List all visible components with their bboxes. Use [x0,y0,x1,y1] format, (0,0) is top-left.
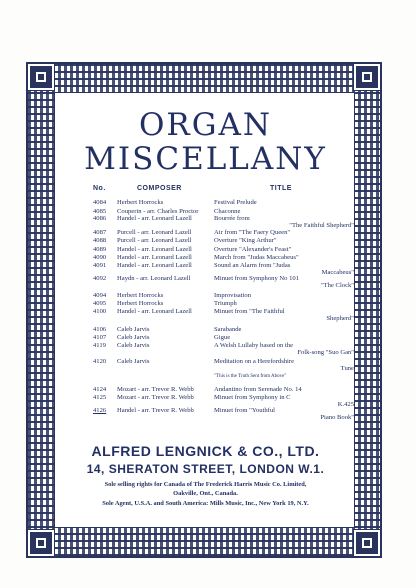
piece-title-continued: Folk-song "Suo Gan" [297,349,354,356]
piece-title: Festival Prelude [214,199,257,206]
composer-name: Caleb Jarvis [117,358,150,365]
catalogue-number: 4089 [93,246,107,253]
catalogue-number: 4119 [93,342,106,349]
piece-title: Overture "Alexander's Feast" [214,246,292,253]
catalogue-number: 4107 [93,334,107,341]
piece-title: Overture "King Arthur" [214,237,277,244]
piece-title-continued: K.425 [337,401,354,408]
publisher-name: ALFRED LENGNICK & CO., LTD. [91,443,320,459]
rights-line-2: Oakville, Ont., Canada. [173,490,238,497]
composer-name: Purcell - arr. Leonard Lazell [117,229,192,236]
catalogue-number: 4100 [93,308,107,315]
catalogue-number: 4126 [93,407,107,414]
publisher-address: 14, SHERATON STREET, LONDON W.1. [86,462,325,476]
composer-name: Caleb Jarvis [117,342,150,349]
catalogue-number: 4106 [93,326,107,333]
catalogue-number: 4091 [93,262,107,269]
piece-title-continued: "The Faithful Shepherd" [289,222,354,229]
composer-name: Herbert Horrocks [117,199,164,206]
catalogue-number: 4120 [93,358,107,365]
composer-name: Herbert Horrocks [117,292,164,299]
corner-ornament [28,64,54,90]
piece-title: Sound an Alarm from "Judas [214,262,291,269]
rights-line-3: Sole Agent, U.S.A. and South America: Mills Music, Inc., New York 19, N.Y. [102,500,309,507]
catalogue-number: 4095 [93,300,107,307]
piece-title: Meditation on a Herefordshire [214,358,295,365]
piece-title: Air from "The Faery Queen" [214,229,291,236]
composer-name: Purcell - arr. Leonard Lazell [117,237,192,244]
corner-ornament [354,530,380,556]
piece-title: Chaconne [214,208,241,215]
piece-subtitle-note: "This is the Truth Sent from Above" [214,374,287,379]
content-panel [54,92,355,528]
catalogue-number: 4087 [93,229,107,236]
composer-name: Handel - arr. Leonard Lazell [117,254,192,261]
catalogue-number: 4092 [93,275,107,282]
corner-ornament [28,530,54,556]
piece-title-continued: "The Clock" [320,282,354,289]
piece-title-continued: Tune [340,365,354,372]
catalogue-number: 4124 [93,386,107,393]
catalogue-number: 4086 [93,215,107,222]
composer-name: Mozart - arr. Trevor R. Webb [117,394,194,401]
piece-title-continued: Maccabeus" [321,269,354,276]
catalogue-number: 4125 [93,394,107,401]
piece-title: Bourrée from [214,215,250,222]
piece-title: Andantino from Serenade No. 14 [214,386,302,393]
composer-name: Handel - arr. Leonard Lazell [117,308,192,315]
piece-title: Triumph [214,300,237,307]
piece-title: Minuet from "Youthful [214,407,276,414]
piece-title: Improvisation [214,292,251,299]
composer-name: Handel - arr. Leonard Lazell [117,215,192,222]
piece-title: March from "Judas Maccabeus" [214,254,299,261]
composer-name: Mozart - arr. Trevor R. Webb [117,386,194,393]
column-header-composer: COMPOSER [137,185,182,192]
composer-name: Couperin - arr. Charles Proctor [117,208,199,215]
catalogue-number: 4085 [93,208,107,215]
piece-title: Sarabande [214,326,242,333]
column-header-title: TITLE [270,185,292,192]
catalogue-number: 4090 [93,254,107,261]
piece-title: Minuet from Symphony in C [214,394,291,401]
composer-name: Handel - arr. Leonard Lazell [117,246,192,253]
composer-name: Caleb Jarvis [117,326,150,333]
composer-name: Herbert Horrocks [117,300,164,307]
page-title-line2: MISCELLANY [84,141,327,177]
piece-title: Minuet from "The Faithful [214,308,285,315]
piece-title: A Welsh Lullaby based on the [214,342,294,349]
rights-line-1: Sole selling rights for Canada of The Frederick Harris Music Co. Limited, [104,481,307,488]
composer-name: Handel - arr. Trevor R. Webb [117,407,194,414]
piece-title: Minuet from Symphony No 101 [214,275,299,282]
catalogue-number: 4084 [93,199,107,206]
composer-name: Caleb Jarvis [117,334,150,341]
page-title-line1: ORGAN [138,107,273,143]
composer-name: Haydn - arr. Leonard Lazell [117,275,191,282]
piece-title: Gigue [214,334,231,341]
catalogue-number: 4094 [93,292,107,299]
catalogue-number: 4088 [93,237,107,244]
column-header-no: No. [93,185,106,192]
corner-ornament [354,64,380,90]
piece-title-continued: Shepherd" [326,315,354,322]
piece-title-continued: Piano Book" [320,414,354,421]
composer-name: Handel - arr. Leonard Lazell [117,262,192,269]
